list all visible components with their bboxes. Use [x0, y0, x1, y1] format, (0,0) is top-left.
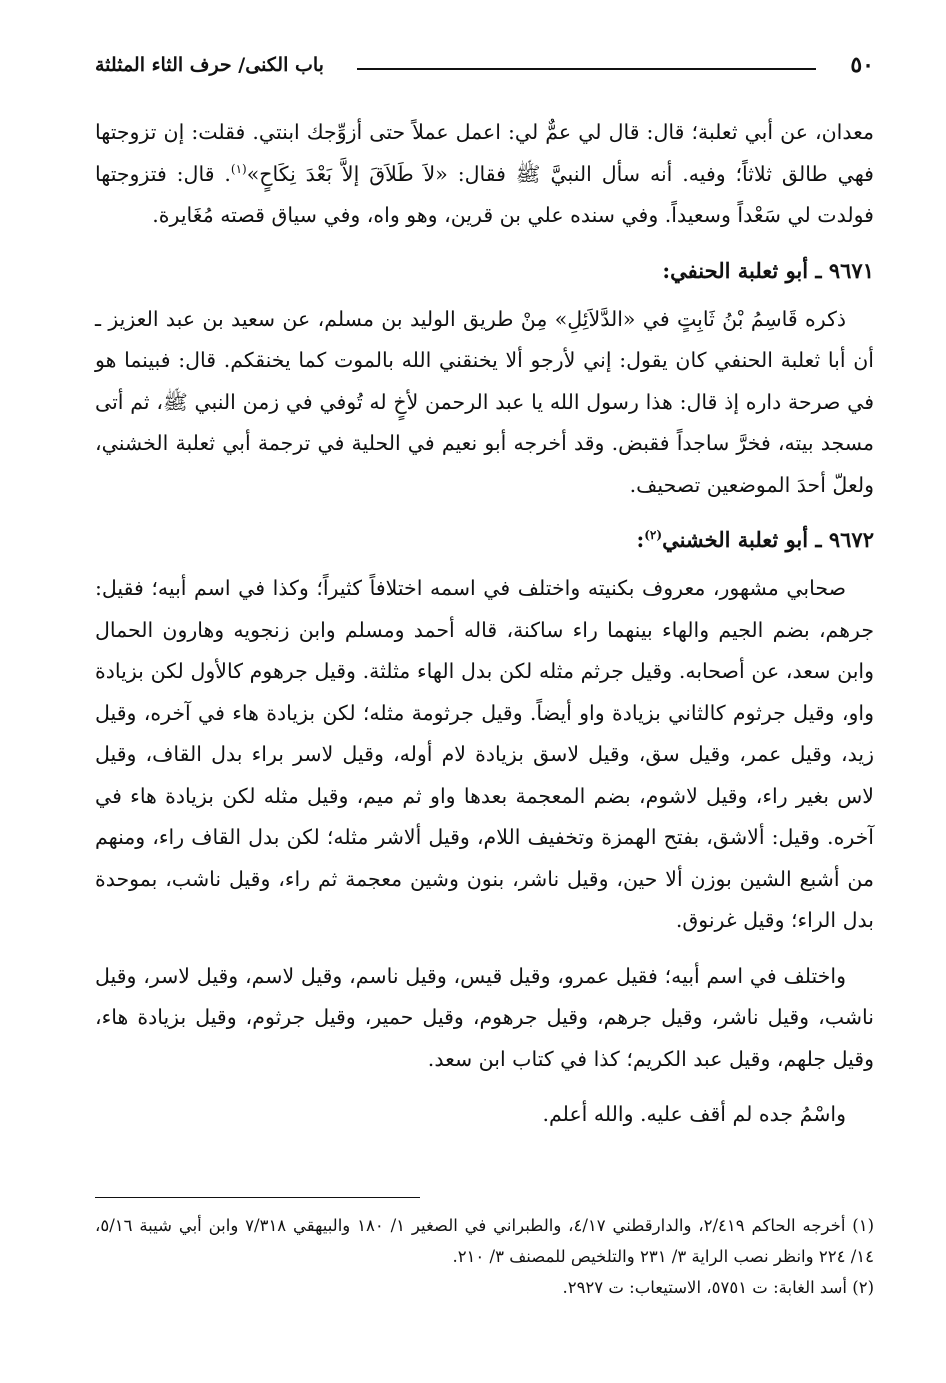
- entry-paragraph-9671: ذكره قَاسِمُ بْنُ ثَابِتٍ في «الدَّلاَئِلِ» مِنْ طريق الوليد بن مسلم، عن سعيد بن عبد العزيز ـ أن أبا ثعلبة الحنفي كان يقول: إني لأرجو ألا يخنقني الله بالموت كما يخنقكم. قال: فبينما هو في صرحة داره إذ قال: هذا رسول الله يا عبد الرحمن لأخٍ له تُوفي في زمن النبي ﷺ، ثم أتى مسجد بيته، فخرَّ ساجداً فقبض. وقد أخرجه أبو نعيم في الحلية في ترجمة أبي ثعلبة الخشني، ولعلّ أحدَ الموضعين تصحيف.: [95, 306, 874, 497]
- continuation-text: معدان، عن أبي ثعلبة؛ قال: قال لي عمٌّ لي: اعمل عملاً حتى أزوِّجك ابنتي. فقلت: إن تزوجتها فهي طالق ثلاثاً؛ وفيه. أنه سأل النبيَّ ﷺ فقال: «لاَ طَلاَقَ إلاَّ بَعْدَ نِكَاحٍ»: [95, 120, 874, 186]
- footnote-1: (١) أخرجه الحاكم ٢/٤١٩، والدارقطني ٤/١٧، والطبراني في الصغير ١/ ١٨٠ والبيهقي ٧/٣١٨ وابن أبي شيبة ٥/١٦، ١٤/ ٢٢٤ وانظر نصب الراية ٣/ ٢٣١ والتلخيص للمصنف ٣/ ٢١٠.: [95, 1216, 875, 1266]
- footnote-ref-2: (٢): [644, 528, 663, 542]
- entry-heading-9671: ٩٦٧١ ـ أبو ثعلبة الحنفي:: [662, 257, 874, 283]
- footnote-rule: [95, 1197, 420, 1198]
- continuation-paragraph: [95, 112, 874, 237]
- entry-paragraph-9672-1: صحابي مشهور، معروف بكنيته واختلف في اسمه اختلافاً كثيراً؛ وكذا في اسم أبيه؛ فقيل: جرهم، بضم الجيم والهاء بينهما راء ساكنة، قاله أحمد ومسلم وابن زنجويه وهارون الحمال وابن سعد، عن أصحابه. وقيل جرثم مثله لكن بدل الهاء مثلثة. وقيل جرهوم كالأول لكن بزيادة واو، وقيل جرثوم كالثاني بزيادة واو أيضاً. وقيل جرثومة مثله؛ لكن بزيادة هاء في آخره، وقيل زيد، وقيل عمر، وقيل سق، وقيل لاسق بزيادة لام أوله، وقيل لاسر براء بدل القاف، وقيل لاس بغير راء، وقيل لاشوم، بضم المعجمة بعدها واو ثم ميم، وقيل مثله لكن بزيادة هاء في آخره. وقيل: ألاشق، بفتح الهمزة وتخفيف اللام، وقيل ألاشر مثله؛ لكن بدل القاف راء، ومنهم من أشبع الشين بوزن ألا حين، وقيل ناشر، بنون وشين معجمة ثم راء، وقيل ناشب، بموحدة بدل الراء؛ وقيل غرنوق.: [95, 576, 874, 932]
- main-text: [95, 112, 874, 1136]
- footnote-2: (٢) أسد الغابة: ت ٥٧٥١، الاستيعاب: ت ٢٩٢٧.: [562, 1278, 874, 1297]
- entry-paragraph-9672-3: واسْمُ جده لم أقف عليه. والله أعلم.: [542, 1102, 846, 1126]
- entry-paragraph-9672-2: واختلف في اسم أبيه؛ فقيل عمرو، وقيل قيس، وقيل ناسم، وقيل لاسم، وقيل لاسر، وقيل ناشب، وقيل ناشر، وقيل جرهم، وقيل جرهوم، وقيل حمير، وقيل جرثوم، وقيل بزيادة هاء، وقيل جلهم، وقيل عبد الكريم؛ كذا في كتاب ابن سعد.: [95, 963, 874, 1071]
- entry-heading-9672-text: ٩٦٧٢ ـ أبو ثعلبة الخشني: [662, 527, 874, 552]
- entry-heading-9672-colon: :: [636, 527, 645, 552]
- header-rule: [357, 68, 816, 70]
- page-number: ٥٠: [850, 52, 874, 78]
- footnotes: [95, 1210, 874, 1303]
- running-title: باب الكنى/ حرف الثاء المثلثة: [95, 54, 324, 76]
- entry-heading-9672: [95, 520, 874, 560]
- page-header: [95, 52, 874, 86]
- footnote-ref-1: (١): [230, 161, 247, 176]
- continuation-text-after: . قال: فتزوجتها فولدت لي سَعْداً وسعيداً. وفي سنده علي بن قرين، وهو واه، وفي سياق قصته مُغَايرة.: [95, 161, 874, 227]
